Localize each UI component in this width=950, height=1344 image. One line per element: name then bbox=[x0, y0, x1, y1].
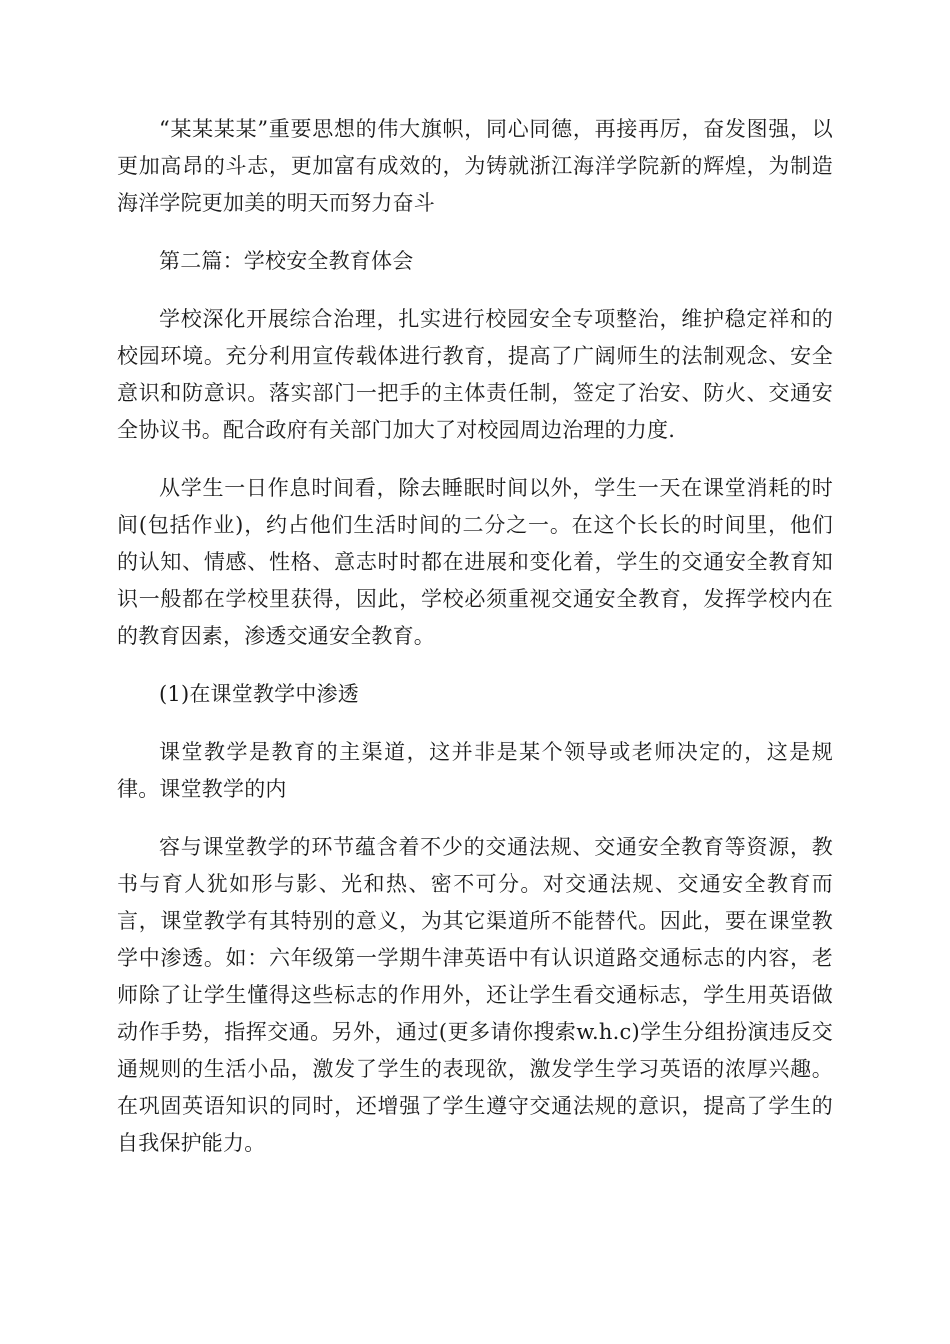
subheading-classroom: (1)在课堂教学中渗透 bbox=[159, 682, 359, 706]
paragraph-classroom-channel: 课堂教学是教育的主渠道，这并非是某个领导或老师决定的，这是规律。课堂教学的内 bbox=[117, 740, 833, 801]
paragraph-student-time: 从学生一日作息时间看，除去睡眠时间以外，学生一天在课堂消耗的时间(包括作业)，约占他们生活时间的二分之一。在这个长长的时间里，他们的认知、情感、性格、意志时时都在进展和变化着，学生的交通安全教育知识一般都在学校里获得，因此，学校必须重视交通安全教育，发挥学校内在的教育因素，渗透交通安全教育。 bbox=[117, 476, 833, 648]
paragraph-classroom-content: 容与课堂教学的环节蕴含着不少的交通法规、交通安全教育等资源，教书与育人犹如形与影、光和热、密不可分。对交通法规、交通安全教育而言，课堂教学有其特别的意义，为其它渠道所不能替代。因此，要在课堂教学中渗透。如：六年级第一学期牛津英语中有认识道路交通标志的内容，老师除了让学生懂得这些标志的作用外，还让学生看交通标志，学生用英语做动作手势，指挥交通。另外，通过(更多请你搜索w.h.c)学生分组扮演违反交通规则的生活小品，激发了学生的表现欲，激发学生学习英语的浓厚兴趣。在巩固英语知识的同时，还增强了学生遵守交通法规的意识，提高了学生的自我保护能力。 bbox=[117, 835, 833, 1155]
document-page bbox=[117, 111, 833, 1162]
paragraph-campus-governance: 学校深化开展综合治理，扎实进行校园安全专项整治，维护稳定祥和的校园环境。充分利用宣传载体进行教育，提高了广阔师生的法制观念、安全意识和防意识。落实部门一把手的主体责任制，签定了治安、防火、交通安全协议书。配合政府有关部门加大了对校园周边治理的力度. bbox=[117, 307, 833, 442]
paragraph-closing-statement: “某某某某”重要思想的伟大旗帜，同心同德，再接再厉，奋发图强，以更加高昂的斗志，更加富有成效的，为铸就浙江海洋学院新的辉煌，为制造海洋学院更加美的明天而努力奋斗 bbox=[117, 117, 833, 215]
section-heading: 第二篇：学校安全教育体会 bbox=[159, 249, 414, 273]
